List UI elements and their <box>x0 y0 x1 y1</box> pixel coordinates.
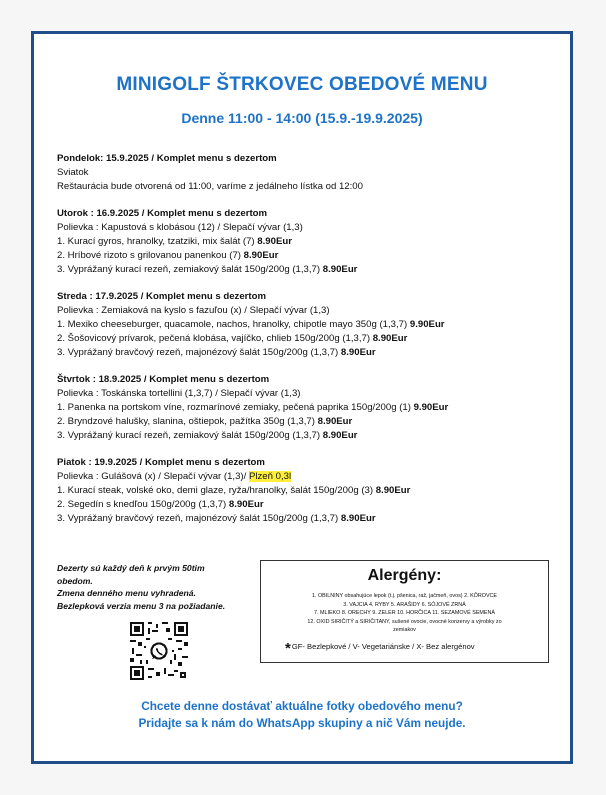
menu-title: MINIGOLF ŠTRKOVEC OBEDOVÉ MENU <box>116 74 488 95</box>
menu-item-text: 3. Vyprážaný bravčový rezeň, majonézový šalát 150g/200g (1,3,7) <box>57 347 341 359</box>
menu-item <box>57 512 557 526</box>
menu-item-price: 8.90Eur <box>322 264 358 276</box>
allergen-line: 1. OBILNINY obsahujúce lepok (t.j. pšenica, raž, jačmeň, ovos) 2. KÔROVCE <box>311 593 498 599</box>
menu-item-text: 3. Vyprážaný bravčový rezeň, majonézový šalát 150g/200g (1,3,7) <box>57 513 341 525</box>
day-heading: Piatok : 19.9.2025 / Komplet menu s dezertom <box>57 456 265 468</box>
soup-line: Polievka : Kapustová s klobásou (12) / Slepačí vývar (1,3) <box>57 221 303 233</box>
daily-menu-list <box>57 152 557 539</box>
menu-item-price: 8.90Eur <box>375 485 411 497</box>
day-line: Reštaurácia bude otvorená od 11:00, varíme z jedálneho lístka od 12:00 <box>57 181 363 193</box>
day-wednesday <box>57 290 557 361</box>
day-monday <box>57 152 557 195</box>
diet-legend <box>285 640 538 657</box>
day-line: Sviatok <box>57 167 89 179</box>
diet-legend-text: GF- Bezlepkové / V- Vegetariánske / X- Bez alergénov <box>291 642 475 651</box>
menu-item-text: 3. Vyprážaný kurací rezeň, zemiakový šalát 150g/200g (1,3,7) <box>57 430 323 442</box>
menu-item-price: 8.90Eur <box>228 499 264 511</box>
allergen-line: 12. OXID SIRIČITÝ a SIRIČITANY, sušené ovocie, ovocné konzervy a výrobky zo <box>307 618 502 625</box>
qr-code-graphic <box>130 622 188 680</box>
allergen-box <box>260 560 549 663</box>
note-line: Zmena denného menu vyhradená. <box>57 588 196 598</box>
menu-item-text: 1. Mexiko cheeseburger, quacamole, nachos, hranolky, chipotle mayo 350g (1,3,7) <box>57 319 410 331</box>
menu-item-text: 2. Segedín s knedľou 150g/200g (1,3,7) <box>57 499 229 511</box>
day-heading: Streda : 17.9.2025 / Komplet menu s dezertom <box>57 290 267 302</box>
menu-notes <box>57 562 267 612</box>
note-line: obedom. <box>57 575 93 586</box>
menu-item-text: 3. Vyprážaný kurací rezeň, zemiakový šalát 150g/200g (1,3,7) <box>57 264 323 276</box>
menu-item <box>57 498 557 512</box>
soup-line: Polievka : Zemiaková na kyslo s fazuľou (x) / Slepačí vývar (1,3) <box>57 304 330 316</box>
soup-text: Polievka : Gulášová (x) / Slepačí vývar (1,3)/ <box>57 470 249 482</box>
menu-item-price: 9.90Eur <box>413 402 449 414</box>
menu-item-price: 9.90Eur <box>409 319 445 331</box>
menu-item-price: 8.90Eur <box>340 347 376 359</box>
menu-item <box>57 318 557 332</box>
qr-code-icon[interactable] <box>130 622 188 680</box>
menu-subtitle: Denne 11:00 - 14:00 (15.9.-19.9.2025) <box>181 110 423 126</box>
menu-item <box>57 249 557 263</box>
menu-item-text: 2. Šošovicový prívarok, pečená klobása, vajíčko, chlieb 150g/200g (1,3,7) <box>57 333 373 345</box>
allergen-title: Alergény: <box>367 567 442 584</box>
menu-item <box>57 484 557 498</box>
cta-line: Pridajte sa k nám do WhatsApp skupiny a nič Vám neujde. <box>138 716 466 730</box>
soup-line: Polievka : Toskánska tortellini (1,3,7) / Slepačí vývar (1,3) <box>57 387 301 399</box>
menu-item <box>57 401 557 415</box>
menu-item <box>57 429 557 443</box>
day-friday <box>57 456 557 527</box>
allergen-line: 7. MLIEKO 8. ORECHY 9. ZELER 10. HORČICA 11. SEZAMOVÉ SEMENÁ <box>313 610 496 617</box>
day-thursday <box>57 373 557 444</box>
beer-highlight: Plzeň 0,3l <box>248 470 292 482</box>
menu-item <box>57 332 557 346</box>
menu-item-price: 8.90Eur <box>322 430 358 442</box>
menu-item <box>57 263 557 277</box>
whatsapp-cta <box>34 698 570 732</box>
allergen-line: 3. VAJCIA 4. RYBY 5. ARAŠIDY 6. SÓJOVÉ ZRNÁ <box>343 601 466 608</box>
allergen-line: zemiakov <box>393 627 416 634</box>
menu-item-price: 8.90Eur <box>243 250 279 262</box>
day-heading: Utorok : 16.9.2025 / Komplet menu s dezertom <box>57 207 268 219</box>
day-heading: Štvrtok : 18.9.2025 / Komplet menu s dezertom <box>57 373 270 385</box>
menu-item-price: 8.90Eur <box>257 236 292 248</box>
menu-frame <box>31 31 573 764</box>
menu-item-price: 8.90Eur <box>317 416 353 428</box>
menu-item-text: 1. Kurací gyros, hranolky, tzatziki, mix šalát (7) <box>57 236 258 248</box>
menu-item-text: 1. Kurací steak, volské oko, demi glaze, ryža/hranolky, šalát 150g/200g (3) <box>57 485 376 497</box>
menu-item-price: 8.90Eur <box>340 513 376 525</box>
menu-item <box>57 235 557 249</box>
menu-item-price: 8.90Eur <box>372 333 408 345</box>
note-line: Bezlepková verzia menu 3 na požiadanie. <box>57 600 226 611</box>
menu-item-text: 1. Panenka na portskom víne, rozmarínové zemiaky, pečená paprika 150g/200g (1) <box>57 402 414 414</box>
menu-item <box>57 415 557 429</box>
day-tuesday <box>57 207 557 278</box>
note-line: Dezerty sú každý deň k prvým 50tim <box>57 563 205 573</box>
menu-item-text: 2. Hríbové rizoto s grilovanou panenkou (7) <box>57 250 244 262</box>
allergen-list <box>273 592 536 635</box>
cta-line: Chcete denne dostávať aktuálne fotky obedového menu? <box>141 699 463 713</box>
soup-line <box>57 470 557 484</box>
menu-item-text: 2. Bryndzové halušky, slanina, oštiepok, pažítka 350g (1,3,7) <box>57 416 318 428</box>
menu-item <box>57 346 557 360</box>
asterisk-mark: * <box>285 640 291 657</box>
day-heading: Pondelok: 15.9.2025 / Komplet menu s dezertom <box>57 153 277 164</box>
